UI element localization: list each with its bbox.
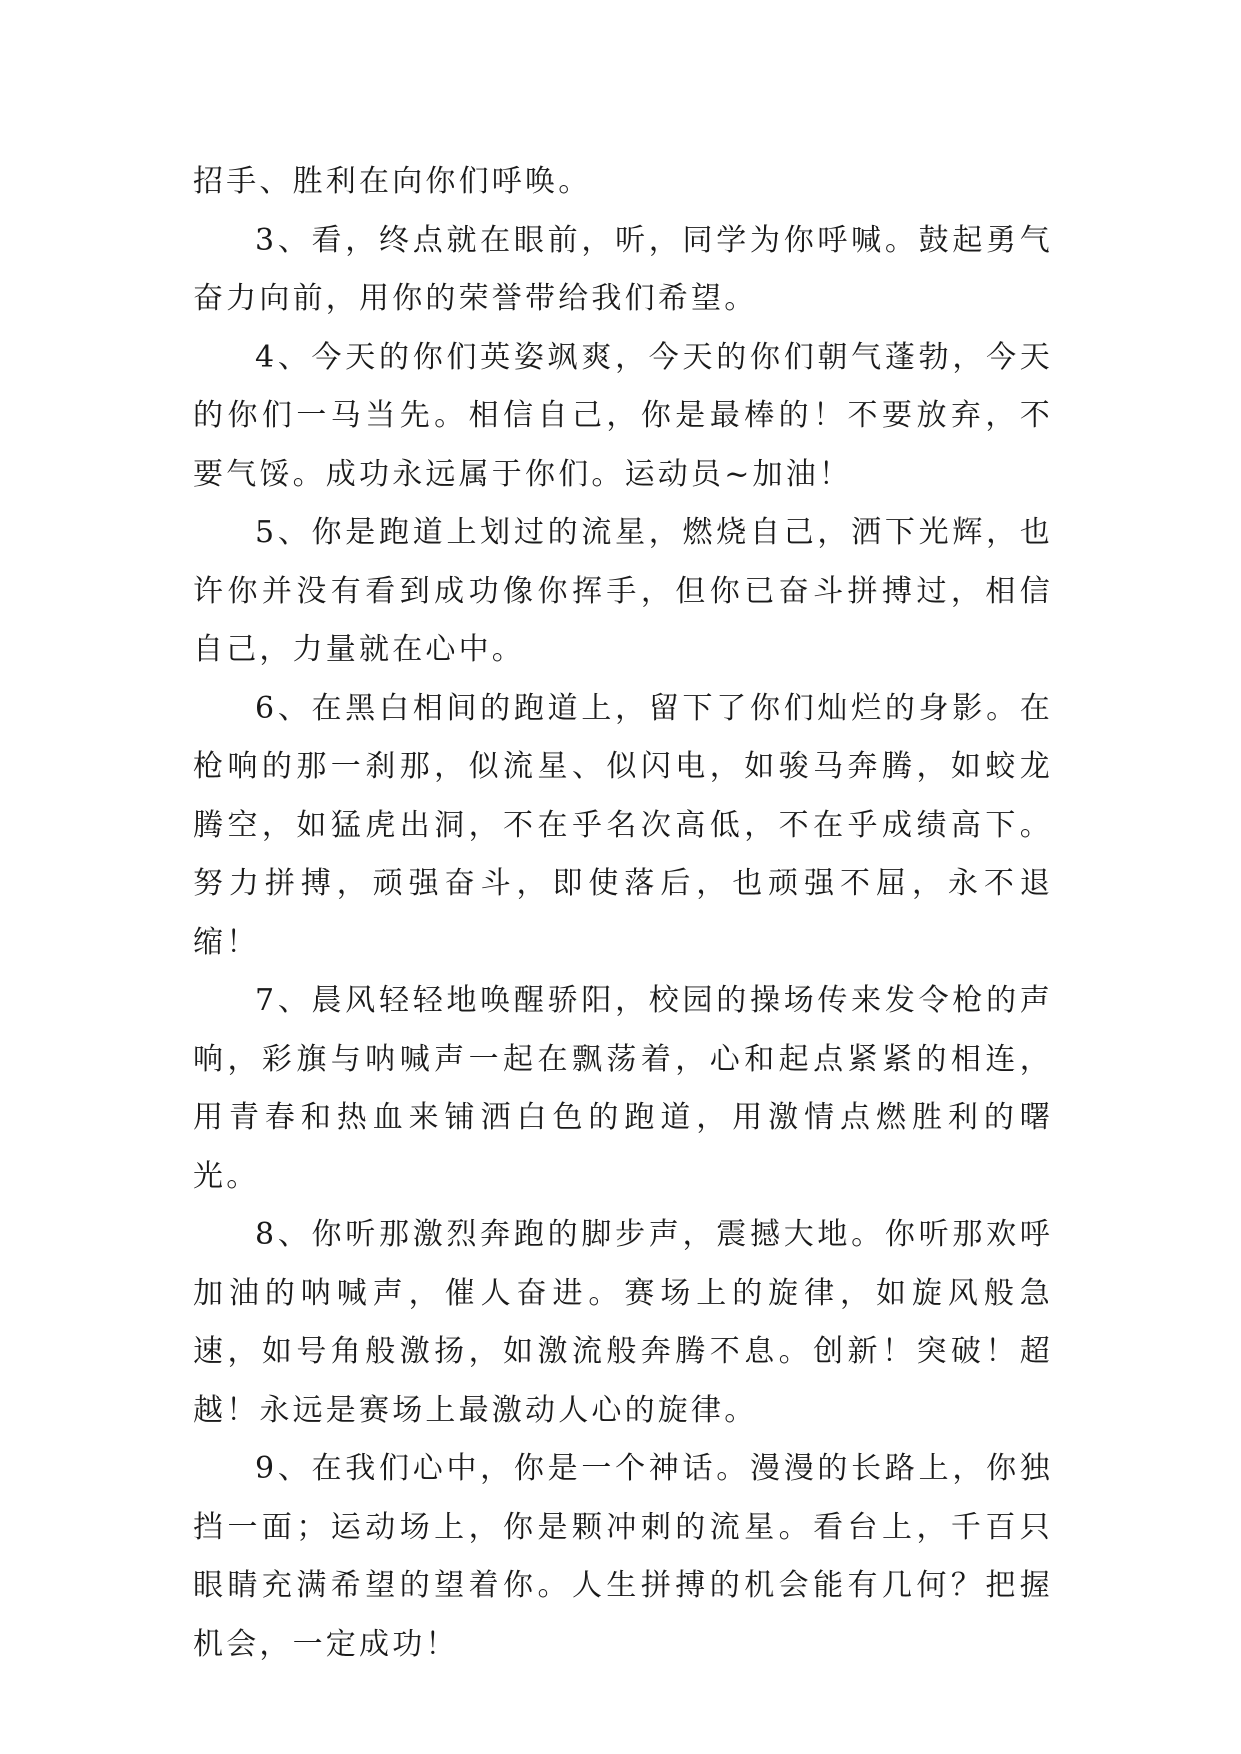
paragraph-item-5: 5、你是跑道上划过的流星，燃烧自己，洒下光辉，也许你并没有看到成功像你挥手，但你已奋斗拼搏过，相信自己，力量就在心中。 [193,515,1053,667]
paragraph-continuation: 招手、胜利在向你们呼唤。 [193,164,592,199]
paragraph-item-8: 8、你听那激烈奔跑的脚步声，震撼大地。你听那欢呼加油的呐喊声，催人奋进。赛场上的旋律，如旋风般急速，如号角般激扬，如激流般奔腾不息。创新！突破！超越！永远是赛场上最激动人心的旋律。 [193,1217,1053,1428]
paragraph-item-6: 6、在黑白相间的跑道上，留下了你们灿烂的身影。在枪响的那一刹那，似流星、似闪电，如骏马奔腾，如蛟龙腾空，如猛虎出洞，不在乎名次高低，不在乎成绩高下。努力拼搏，顽强奋斗，即使落后，也顽强不屈，永不退缩！ [193,690,1053,960]
paragraph-item-7: 7、晨风轻轻地唤醒骄阳，校园的操场传来发令枪的声响，彩旗与呐喊声一起在飘荡着，心和起点紧紧的相连，用青春和热血来铺洒白色的跑道，用激情点燃胜利的曙光。 [193,983,1053,1194]
document-body [193,153,1053,1674]
paragraph-item-3: 3、看，终点就在眼前，听，同学为你呼喊。鼓起勇气奋力向前，用你的荣誉带给我们希望。 [193,222,1053,316]
paragraph-item-9: 9、在我们心中，你是一个神话。漫漫的长路上，你独挡一面；运动场上，你是颗冲刺的流星。看台上，千百只眼睛充满希望的望着你。人生拼搏的机会能有几何？把握机会，一定成功！ [193,1451,1053,1662]
paragraph-item-4: 4、今天的你们英姿飒爽，今天的你们朝气蓬勃，今天的你们一马当先。相信自己，你是最棒的！不要放弃，不要气馁。成功永远属于你们。运动员~加油！ [193,339,1053,492]
